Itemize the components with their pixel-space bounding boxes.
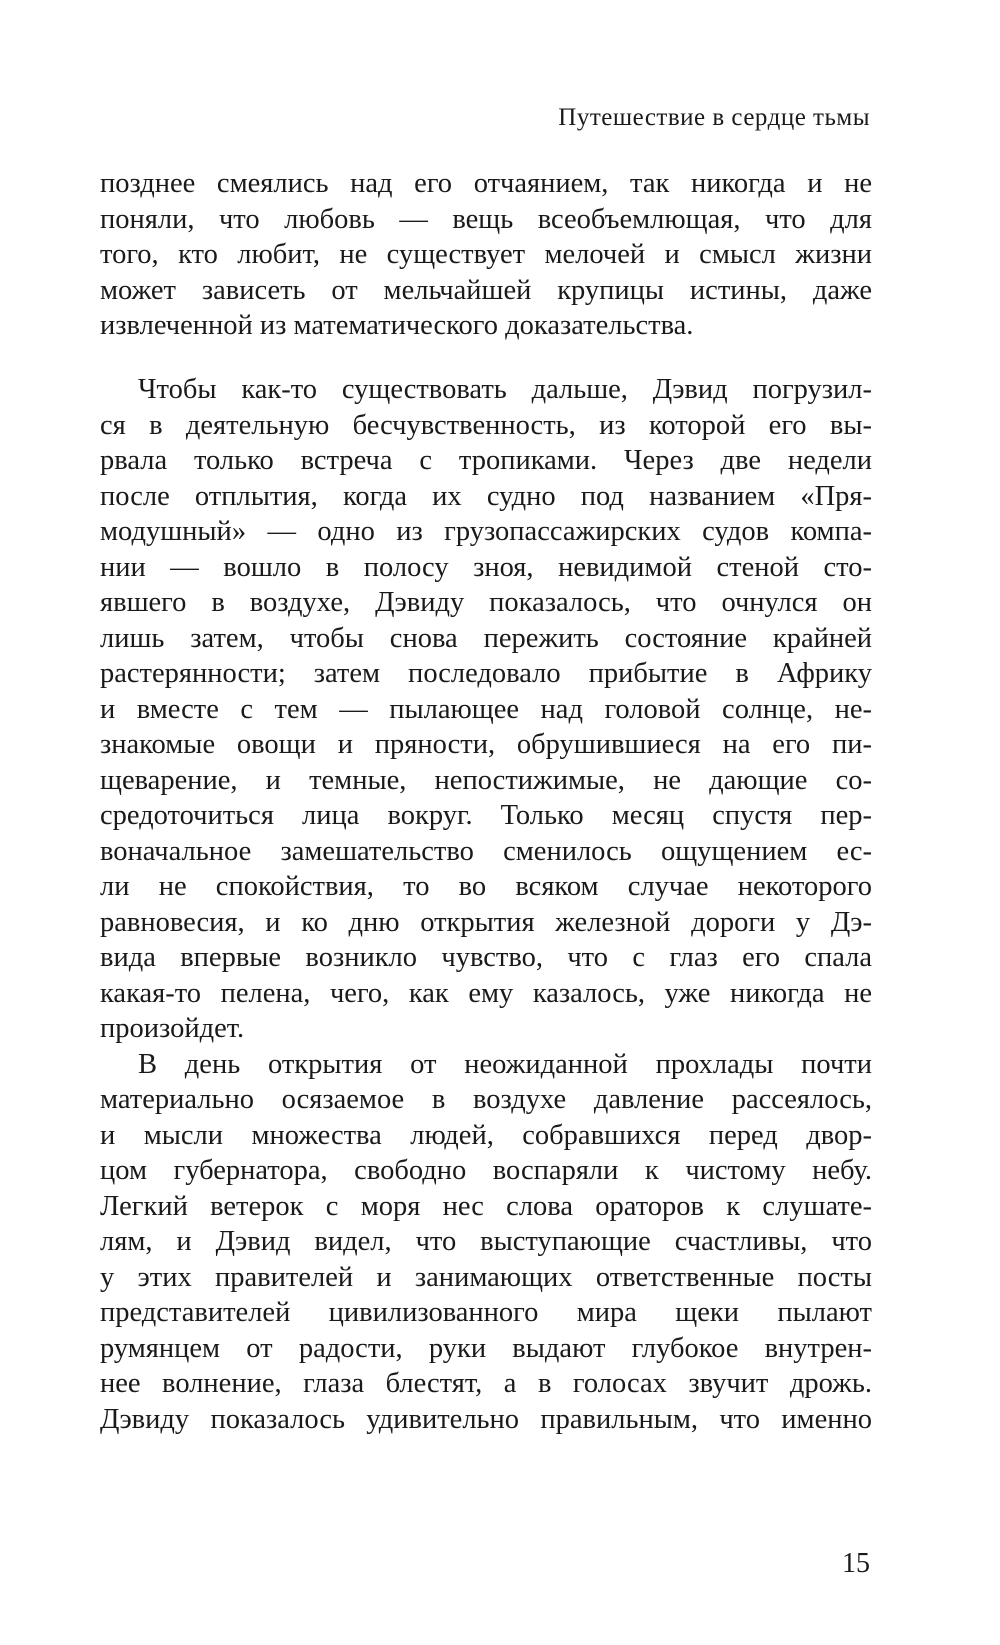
text-line: щеварение, и темные, непостижимые, не дающие со- xyxy=(100,764,872,796)
paragraph-1 xyxy=(100,166,872,344)
text-line: Легкий ветерок с моря нес слова ораторов к слушате- xyxy=(100,1190,872,1222)
text-line: представителей цивилизованного мира щеки пылают xyxy=(100,1297,872,1328)
page-number: 15 xyxy=(842,1548,870,1579)
text-line: Чтобы как-то существовать дальше, Дэвид погрузил- xyxy=(138,374,872,405)
text-line: воначальное замешательство сменилось ощущением ес- xyxy=(100,835,872,867)
text-line: явшего в воздухе, Дэвиду показалось, что очнулся он xyxy=(100,587,872,618)
text-line: произойдет. xyxy=(100,1013,245,1044)
text-line: того, кто любит, не существует мелочей и смысл жизни xyxy=(100,239,872,270)
running-head: Путешествие в сердце тьмы xyxy=(558,104,870,131)
text-line: растерянности; затем последовало прибытие в Африку xyxy=(100,658,872,689)
text-line: модушный» — одно из грузопассажирских судов компа- xyxy=(100,516,872,547)
text-line: извлеченной из математического доказательства. xyxy=(100,310,694,341)
text-line: лям, и Дэвид видел, что выступающие счастливы, что xyxy=(100,1226,872,1257)
text-line: вида впервые возникло чувство, что с глаз его спала xyxy=(100,942,872,973)
text-line: В день открытия от неожиданной прохлады почти xyxy=(138,1048,872,1080)
text-line: у этих правителей и занимающих ответственные посты xyxy=(100,1261,872,1293)
text-line: нии — вошло в полосу зноя, невидимой стеной сто- xyxy=(100,551,872,583)
text-line: и вместе с тем — пылающее над головой солнце, не- xyxy=(100,693,872,725)
text-line: ся в деятельную бесчувственность, из которой его вы- xyxy=(100,409,872,441)
text-line: какая-то пелена, чего, как ему казалось, уже никогда не xyxy=(100,977,872,1009)
text-line: рвала только встреча с тропиками. Через две недели xyxy=(100,445,872,476)
text-line: может зависеть от мельчайшей крупицы истины, даже xyxy=(100,274,872,306)
text-line: и мысли множества людей, собравшихся перед двор- xyxy=(100,1119,872,1151)
text-line: материально осязаемое в воздухе давление рассеялось, xyxy=(100,1084,872,1115)
text-line: лишь затем, чтобы снова пережить состояние крайней xyxy=(100,622,872,654)
text-line: знакомые овощи и пряности, обрушившиеся на его пи- xyxy=(100,729,872,760)
text-line: нее волнение, глаза блестят, а в голосах звучит дрожь. xyxy=(100,1368,872,1399)
text-line: позднее смеялись над его отчаянием, так никогда и не xyxy=(100,168,872,199)
text-line: поняли, что любовь — вещь всеобъемлющая, что для xyxy=(100,203,872,235)
text-line: ли не спокойствия, то во всяком случае некоторого xyxy=(100,871,872,902)
text-line: после отплытия, когда их судно под названием «Пря- xyxy=(100,480,872,512)
paragraphs-2-3 xyxy=(100,372,872,1437)
text-line: средоточиться лица вокруг. Только месяц спустя пер- xyxy=(100,800,872,831)
text-line: равновесия, и ко дню открытия железной дороги у Дэ- xyxy=(100,906,872,938)
text-line: румянцем от радости, руки выдают глубокое внутрен- xyxy=(100,1332,872,1364)
text-line: цом губернатора, свободно воспаряли к чистому небу. xyxy=(100,1155,872,1186)
text-line: Дэвиду показалось удивительно правильным, что именно xyxy=(100,1403,872,1435)
